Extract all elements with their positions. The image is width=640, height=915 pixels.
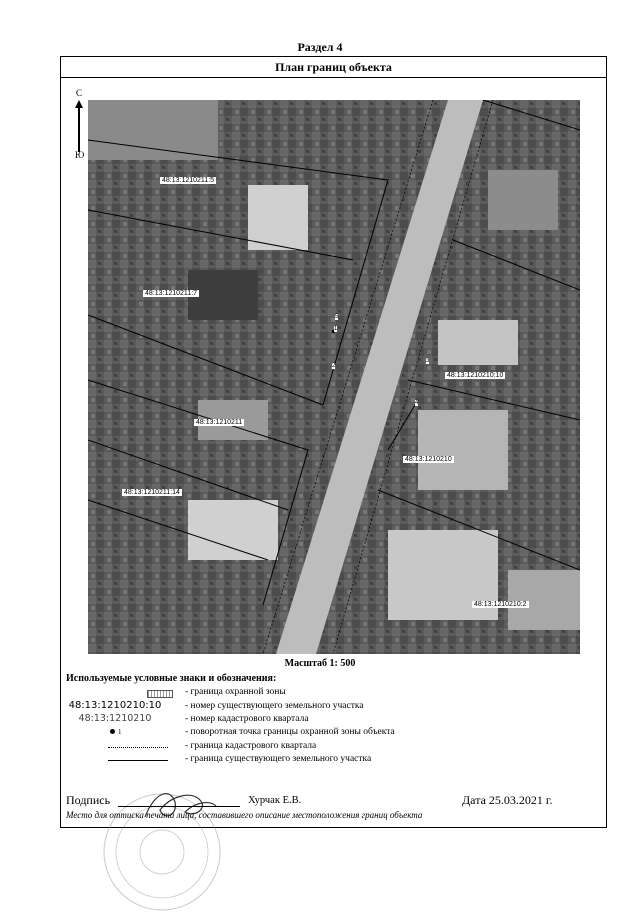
parcel-label: 48:13:1210210:10 — [447, 372, 504, 379]
signature — [140, 782, 220, 832]
building — [418, 410, 508, 490]
south-label: Ю — [75, 150, 85, 160]
parcel-label: 48:13:1210210:2 — [474, 601, 527, 608]
legend-description: - номер существующего земельного участка — [185, 701, 364, 711]
solid-line-icon — [108, 760, 168, 761]
legend-row — [60, 713, 620, 727]
legend-row — [60, 686, 620, 700]
parcel-label: 48:13:1210211:5 — [162, 177, 215, 184]
legend-row — [60, 700, 620, 714]
legend-title: Используемые условные знаки и обозначения: — [66, 673, 277, 684]
legend-description: - граница существующего земельного участка — [185, 754, 372, 764]
parcel-label: 48:13:1210211:14 — [124, 489, 180, 496]
document-date: Дата 25.03.2021 г. — [462, 793, 553, 807]
legend-description: - номер кадастрового квартала — [185, 714, 309, 724]
point-icon — [110, 729, 115, 734]
legend-symbol: 48:13:1210210 — [78, 713, 152, 724]
building — [488, 170, 558, 230]
parcel-label: 48:13:1210211:7 — [145, 290, 198, 297]
legend-symbol — [55, 726, 175, 740]
legend-description: - поворотная точка границы охранной зоны объекта — [185, 727, 395, 737]
point-label: 3 — [426, 358, 430, 364]
signature-line — [118, 806, 240, 807]
legend-row — [60, 753, 620, 767]
building — [438, 320, 518, 365]
parcel-label: 48:13:1210211 — [196, 419, 243, 426]
plan-title: План границ объекта — [61, 57, 606, 78]
stamp-note: Место для оттиска печати лица, составившего описание местоположения границ объекта — [66, 810, 423, 820]
hatch-icon — [147, 690, 173, 698]
point-label: 1 — [334, 326, 338, 332]
building — [188, 500, 278, 560]
building — [508, 570, 580, 630]
scale-label: Масштаб 1: 500 — [284, 658, 356, 669]
parcel-label: 48:13:1210210 — [405, 456, 452, 463]
signature-label: Подпись — [66, 793, 111, 807]
point-label: 5 — [335, 314, 339, 320]
building — [88, 100, 218, 160]
building — [248, 185, 308, 250]
point-label: 2 — [332, 363, 336, 369]
section-heading: Раздел 4 — [297, 40, 343, 54]
legend-symbol: 48:13:1210210:10 — [68, 700, 162, 711]
point-label: 1 — [118, 728, 122, 736]
legend-row — [60, 740, 620, 754]
north-label: С — [76, 88, 83, 98]
aerial-map — [88, 100, 580, 654]
legend-row — [60, 726, 620, 740]
dotted-line-icon — [108, 747, 168, 748]
legend-description: - граница охранной зоны — [185, 687, 286, 697]
north-arrow — [70, 88, 90, 168]
signer-name: Хурчак Е.В. — [248, 795, 302, 806]
legend-description: - граница кадастрового квартала — [185, 741, 317, 751]
point-label: 4 — [415, 400, 419, 406]
